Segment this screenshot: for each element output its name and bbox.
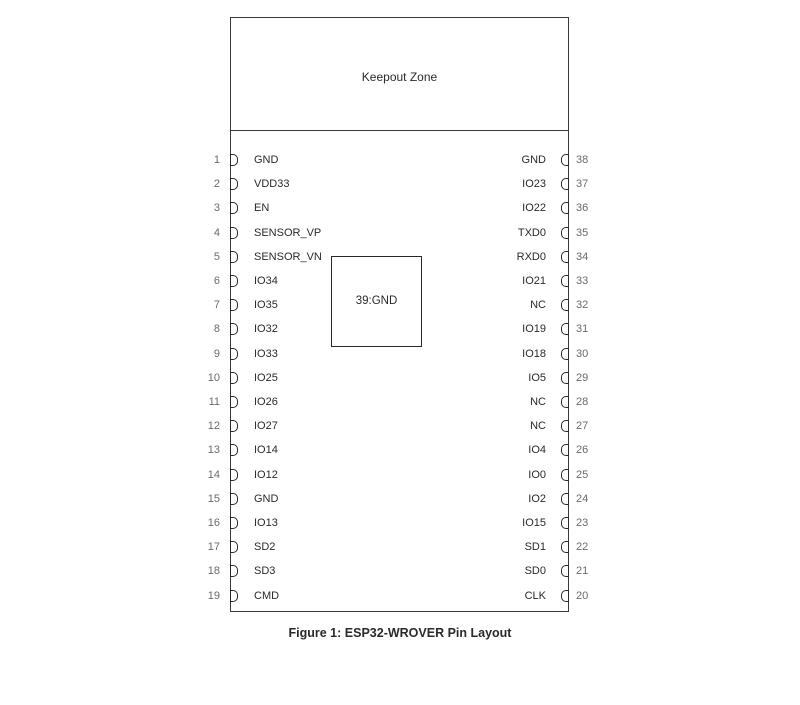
pin-pad [561,565,569,577]
pin-name: NC [530,396,546,408]
pin-number: 5 [213,250,220,263]
pin-number: 21 [576,565,589,578]
pin-number: 3 [213,202,220,215]
pin-number: 10 [207,371,220,384]
pin-pad [561,323,569,335]
pin-name: GND [254,492,279,505]
pin-name: IO33 [254,347,278,360]
pin-name: IO5 [528,371,546,384]
pin-number: 22 [576,541,589,554]
pin-pad [561,517,569,529]
pin-number: 14 [207,468,220,481]
pin-pad [561,396,569,408]
pin-number: 4 [213,226,220,239]
pin-number: 26 [576,444,589,457]
figure-caption: Figure 1: ESP32-WROVER Pin Layout [288,626,512,640]
pin-pad [230,372,238,384]
pin-pad [561,493,569,505]
pin-name: SENSOR_VN [254,250,322,263]
pin-name: IO19 [522,323,546,336]
pin-name: IO34 [254,275,278,287]
pin-name: IO4 [528,444,546,457]
pin-pad [561,590,569,602]
pin-name: SD2 [254,541,276,554]
pin-name: SENSOR_VP [254,226,322,239]
pin-number: 7 [213,299,220,312]
pin-name: IO12 [254,468,278,481]
pin-name: IO13 [254,517,278,529]
pin-number: 36 [576,202,589,215]
pin-number: 8 [213,323,220,336]
pin-pad [230,348,238,360]
pin-number: 16 [207,517,220,529]
pin-number: 29 [576,371,589,384]
pin-pad [230,469,238,481]
pin-number: 19 [207,589,220,602]
pin-number: 17 [207,541,220,554]
pin-pad [561,202,569,214]
pin-name: NC [530,420,546,433]
pin-number: 15 [207,492,220,505]
pin-name: SD0 [524,565,546,578]
pin-pad [230,396,238,408]
pin-number: 23 [576,517,589,529]
pin-number: 30 [576,347,589,360]
pin-name: TXD0 [517,226,546,239]
pin-name: IO22 [522,202,546,215]
pin-pad [230,275,238,287]
pin-pad [561,251,569,263]
pin-name: IO35 [254,299,278,312]
pin-number: 9 [213,347,220,360]
pin-number: 2 [213,178,220,191]
pin-name: EN [254,202,270,215]
pin-name: IO18 [522,347,546,360]
pin-name: IO15 [522,517,546,529]
pin-pad [561,178,569,190]
pin-name: IO21 [522,275,546,287]
pin-name: IO0 [528,468,546,481]
keepout-zone [231,18,568,131]
pin-number: 1 [213,154,220,166]
pin-number: 35 [576,226,589,239]
pin-number: 12 [207,420,220,433]
ground-pad-label: 39:GND [355,295,398,307]
pin-pad [230,493,238,505]
pin-pad [561,227,569,239]
pin-name: VDD33 [254,178,290,191]
pin-name: IO32 [254,323,278,336]
pin-pad [561,444,569,456]
pin-name: SD3 [254,565,276,578]
pin-name: NC [530,299,546,312]
pin-number: 6 [213,275,220,287]
pin-name: GND [254,154,279,166]
pin-number: 27 [576,420,589,433]
pin-number: 33 [576,275,589,287]
pin-name: SD1 [524,541,546,554]
pin-pad [561,275,569,287]
pin-number: 11 [208,396,220,408]
pin-number: 38 [576,154,589,166]
pin-pad [561,420,569,432]
keepout-zone-label: Keepout Zone [361,70,438,84]
pin-number: 34 [576,250,589,263]
pin-name: GND [521,154,546,166]
pin-name: RXD0 [516,250,546,263]
pin-number: 18 [207,565,220,578]
pin-pad [561,541,569,553]
pin-name: IO23 [522,178,546,191]
pin-pad [561,348,569,360]
pin-pad [561,372,569,384]
pin-number: 37 [576,178,589,191]
pin-number: 32 [576,299,589,312]
ground-pad [331,256,422,347]
pin-pad [230,154,238,166]
pin-name: IO27 [254,420,278,433]
pin-number: 24 [576,492,589,505]
pin-name: CLK [524,589,546,602]
pin-number: 28 [576,396,589,408]
pin-name: IO26 [254,396,278,408]
pin-number: 25 [576,468,589,481]
pin-pad [561,469,569,481]
pin-name: IO14 [254,444,278,457]
pin-number: 31 [576,323,589,336]
pin-name: CMD [254,589,280,602]
pin-number: 13 [207,444,220,457]
pin-pad [561,154,569,166]
pin-name: IO2 [528,492,546,505]
pin-pad [230,517,238,529]
pin-pad [230,251,238,263]
pin-pad [230,227,238,239]
pin-pad [561,299,569,311]
pin-pad [230,590,238,602]
pin-number: 20 [576,589,589,602]
pin-name: IO25 [254,371,278,384]
